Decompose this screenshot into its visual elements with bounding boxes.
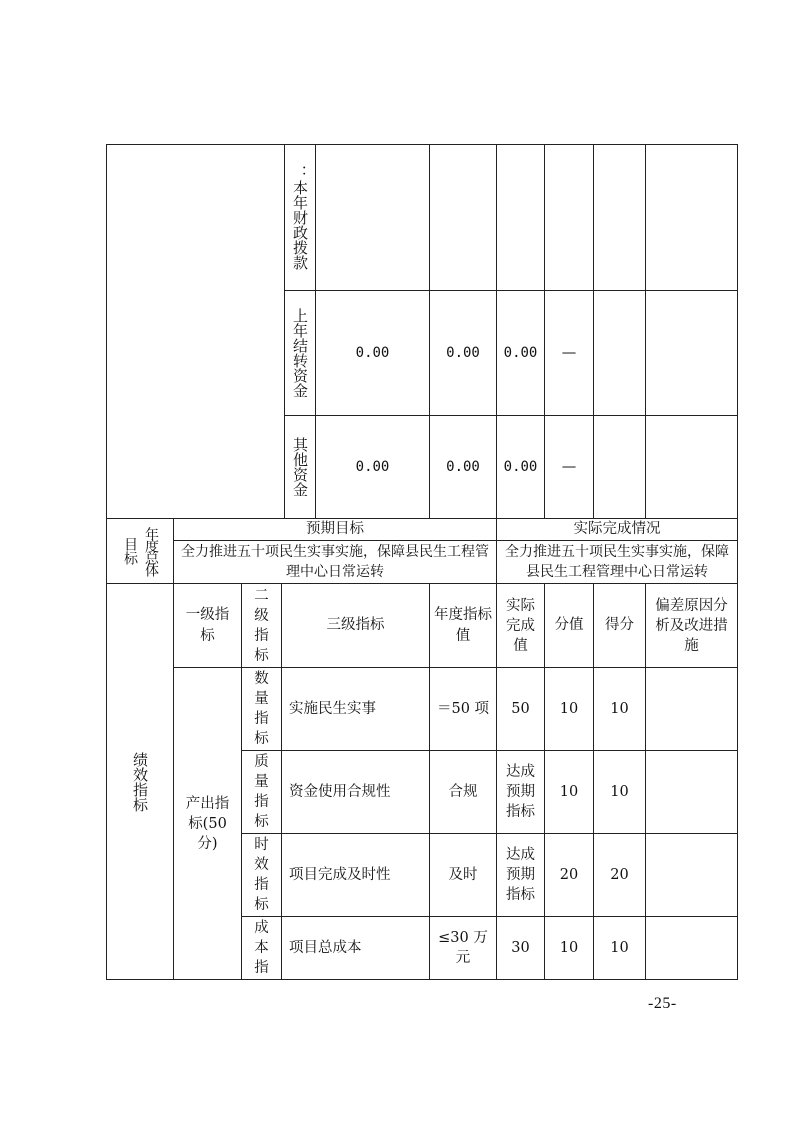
row-level3: 实施民生实事 bbox=[289, 700, 376, 717]
row-level3: 项目完成及时性 bbox=[289, 866, 391, 883]
row-actual: 达成预期指标 bbox=[506, 847, 535, 903]
other-adjusted: 0.00 bbox=[446, 458, 480, 475]
row-got: 20 bbox=[610, 866, 629, 883]
row-annual: ＝50 项 bbox=[436, 700, 490, 717]
header-deviation: 偏差原因分析及改进措施 bbox=[655, 597, 728, 654]
expected-goal-text: 全力推进五十项民生实事实施，保障县民生工程管理中心日常运转 bbox=[181, 544, 489, 580]
row-score: 20 bbox=[559, 866, 579, 883]
row-actual: 30 bbox=[511, 939, 530, 956]
funding-label-text: 上年结转资金 bbox=[291, 308, 309, 398]
row-got: 10 bbox=[610, 939, 629, 956]
row-got: 10 bbox=[610, 700, 629, 717]
row-level2: 成本指 bbox=[254, 920, 269, 976]
row-annual: ≤30 万元 bbox=[438, 930, 488, 966]
overall-goal-label bbox=[107, 519, 173, 583]
header-annual-value: 年度指标值 bbox=[434, 606, 492, 644]
row-score: 10 bbox=[559, 700, 579, 717]
row-annual: 合规 bbox=[448, 783, 478, 800]
row-actual: 50 bbox=[511, 700, 530, 717]
row-score: 10 bbox=[559, 783, 579, 800]
funding-label-this-year bbox=[285, 145, 315, 290]
row-level2: 数量指标 bbox=[254, 671, 269, 747]
level1-output: 产出指标(50分) bbox=[185, 795, 230, 852]
last-year-executed: 0.00 bbox=[503, 344, 538, 361]
header-level2: 二级指标 bbox=[254, 587, 269, 664]
last-year-dash: — bbox=[561, 344, 577, 361]
row-level2: 时效指标 bbox=[254, 837, 269, 913]
other-budget: 0.00 bbox=[355, 458, 390, 475]
row-got: 10 bbox=[610, 783, 629, 800]
page-number: -25- bbox=[648, 995, 677, 1012]
row-actual: 达成预期指标 bbox=[506, 764, 535, 820]
funding-label-text: ：本年财政拨款 bbox=[291, 165, 309, 270]
row-level3: 资金使用合规性 bbox=[289, 783, 391, 800]
row-level3: 项目总成本 bbox=[289, 939, 362, 956]
row-score: 10 bbox=[559, 939, 579, 956]
funding-label-last-year bbox=[285, 291, 315, 415]
row-level2: 质量指标 bbox=[254, 754, 269, 830]
actual-goal-text: 全力推进五十项民生实事实施，保障县民生工程管理中心日常运转 bbox=[505, 544, 729, 580]
other-executed: 0.00 bbox=[503, 458, 538, 475]
last-year-budget: 0.00 bbox=[355, 344, 390, 361]
row-annual: 及时 bbox=[448, 866, 478, 883]
goal-label-right: 年度总体 bbox=[143, 527, 159, 575]
other-dash: — bbox=[561, 458, 577, 475]
goal-label-left: 目标 bbox=[122, 537, 138, 565]
header-level1: 一级指标 bbox=[185, 606, 230, 644]
actual-goal-header: 实际完成情况 bbox=[573, 521, 661, 537]
expected-goal-header: 预期目标 bbox=[306, 521, 364, 537]
header-actual-value: 实际完成值 bbox=[506, 597, 535, 654]
last-year-adjusted: 0.00 bbox=[446, 344, 480, 361]
header-level3: 三级指标 bbox=[326, 617, 385, 633]
section-label-text: 绩效指标 bbox=[131, 751, 149, 812]
header-score-value: 分值 bbox=[554, 617, 584, 633]
header-score-got: 得分 bbox=[605, 617, 634, 633]
funding-label-text: 其他资金 bbox=[291, 437, 309, 497]
funding-label-other bbox=[285, 416, 315, 518]
performance-section-label bbox=[107, 584, 173, 979]
